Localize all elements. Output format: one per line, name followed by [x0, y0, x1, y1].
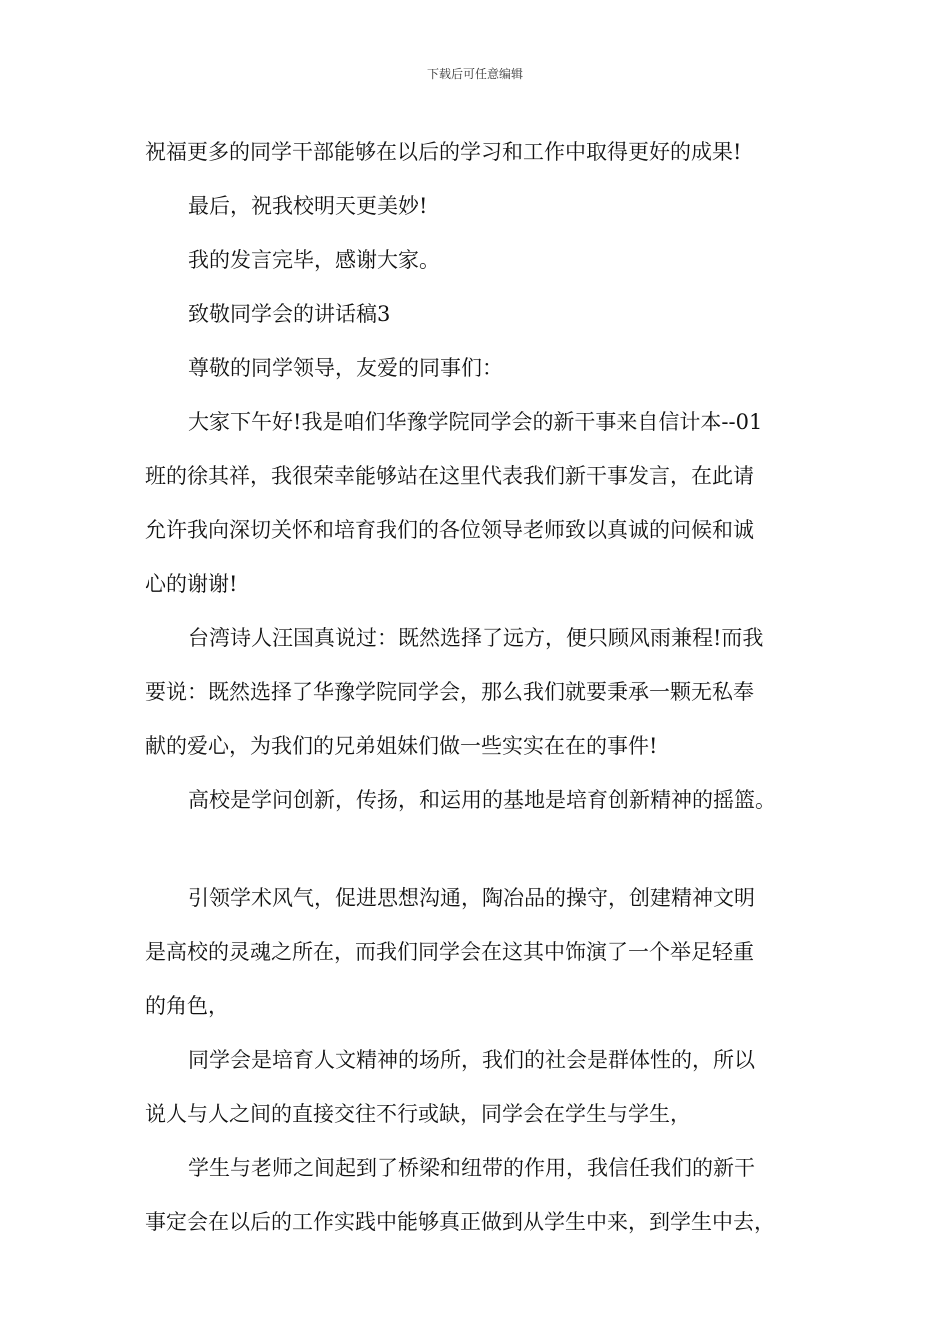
paragraph-salutation: 尊敬的同学领导，友爱的同事们： [188, 356, 503, 380]
paragraph-university: 高校是学问创新，传扬，和运用的基地是培育创新精神的摇篮。 [188, 788, 776, 812]
paragraph-speech-end: 我的发言完毕，感谢大家。 [188, 248, 440, 272]
section-title: 致敬同学会的讲话稿3 [188, 302, 391, 326]
paragraph-bridge-line-1: 学生与老师之间起到了桥梁和纽带的作用，我信任我们的新干 [188, 1156, 755, 1180]
paragraph-greeting-line-2: 班的徐其祥，我很荣幸能够站在这里代表我们新干事发言，在此请 [145, 464, 754, 488]
paragraph-greeting-line-3: 允许我向深切关怀和培育我们的各位领导老师致以真诚的问候和诚 [145, 518, 754, 542]
paragraph-greeting-line-4: 心的谢谢! [145, 572, 238, 596]
paragraph-continuation: 祝福更多的同学干部能够在以后的学习和工作中取得更好的成果! [145, 140, 742, 164]
paragraph-closing-wish: 最后，祝我校明天更美妙! [188, 194, 428, 218]
paragraph-association-line-1: 同学会是培育人文精神的场所，我们的社会是群体性的，所以 [188, 1048, 755, 1072]
paragraph-quote-line-1: 台湾诗人汪国真说过：既然选择了远方，便只顾风雨兼程!而我 [188, 626, 764, 650]
paragraph-bridge-line-2: 事定会在以后的工作实践中能够真正做到从学生中来，到学生中去， [145, 1210, 775, 1234]
paragraph-academic-line-3: 的角色， [145, 994, 229, 1018]
paragraph-quote-line-2: 要说：既然选择了华豫学院同学会，那么我们就要秉承一颗无私奉 [145, 680, 754, 704]
paragraph-academic-line-2: 是高校的灵魂之所在，而我们同学会在这其中饰演了一个举足轻重 [145, 940, 754, 964]
paragraph-quote-line-3: 献的爱心，为我们的兄弟姐妹们做一些实实在在的事件! [145, 734, 658, 758]
paragraph-association-line-2: 说人与人之间的直接交往不行或缺，同学会在学生与学生， [145, 1102, 691, 1126]
document-body [145, 129, 825, 1253]
paragraph-academic-line-1: 引领学术风气，促进思想沟通，陶冶品的操守，创建精神文明 [188, 886, 755, 910]
page-header-note: 下载后可任意编辑 [426, 67, 523, 81]
paragraph-greeting-line-1: 大家下午好!我是咱们华豫学院同学会的新干事来自信计本--01 [188, 410, 763, 434]
blank-line [145, 831, 825, 875]
